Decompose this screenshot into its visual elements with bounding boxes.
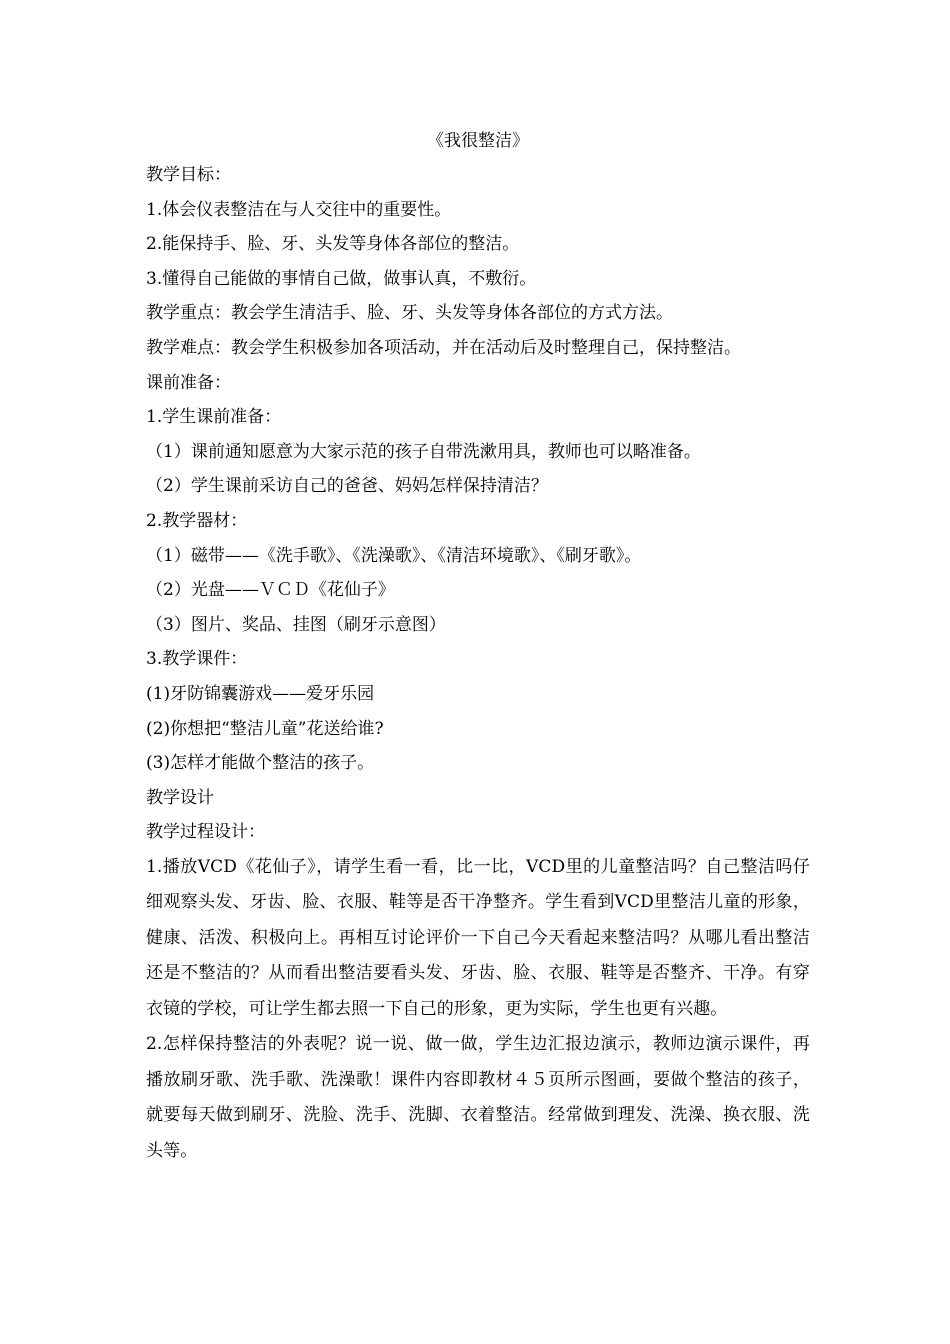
prep-students-item-2: （2）学生课前采访自己的爸爸、妈妈怎样保持清洁？ [146,476,548,497]
document-page [146,124,810,1169]
courseware-item-3: (3)怎样才能做个整洁的孩子。 [146,753,375,774]
courseware-item-2: (2)你想把“整洁儿童”花送给谁? [146,718,384,739]
prep-materials-item-3: （3）图片、奖品、挂图（刷牙示意图） [146,614,446,635]
prep-students-item-1: （1）课前通知愿意为大家示范的孩子自带洗漱用具，教师也可以略准备。 [146,441,701,462]
prep-courseware-heading: 3.教学课件： [146,649,248,670]
process-paragraph-2: 2.怎样保持整洁的外表呢？说一说、做一做，学生边汇报边演示，教师边演示课件，再播放刷牙歌、洗手歌、洗澡歌！课件内容即教材４５页所示图画，要做个整洁的孩子，就要每天做到刷牙、洗脸、洗手、洗脚、衣着整洁。经常做到理发、洗澡、换衣服、洗头等。 [146,1034,810,1161]
heading-preparation: 课前准备： [146,372,231,393]
prep-materials-item-2: （2）光盘——ＶＣＤ《花仙子》 [146,580,395,601]
prep-materials-heading: 2.教学器材： [146,510,248,531]
courseware-item-1: (1)牙防锦囊游戏——爱牙乐园 [146,683,375,704]
prep-materials-item-1: （1）磁带——《洗手歌》、《洗澡歌》、《清洁环境歌》、《刷牙歌》。 [146,545,642,566]
process-paragraph-1: 1.播放VCD《花仙子》，请学生看一看，比一比，VCD里的儿童整洁吗？自己整洁吗仔细观察头发、牙齿、脸、衣服、鞋等是否干净整齐。学生看到VCD里整洁儿童的形象，健康、活泼、积极向上。再相互讨论评价一下自己今天看起来整洁吗？从哪儿看出整洁还是不整洁的？从而看出整洁要看头发、牙齿、脸、衣服、鞋等是否整齐、干净。有穿衣镜的学校，可让学生都去照一下自己的形象，更为实际，学生也更有兴趣。 [146,856,810,1019]
teaching-focus: 教学重点：教会学生清洁手、脸、牙、头发等身体各部位的方式方法。 [146,303,673,324]
document-title: 《我很整洁》 [427,131,529,151]
goal-item-3: 3.懂得自己能做的事情自己做，做事认真，不敷衍。 [146,268,537,289]
prep-students-heading: 1.学生课前准备： [146,407,282,428]
heading-teaching-design: 教学设计 [146,787,214,808]
teaching-difficulty: 教学难点：教会学生积极参加各项活动，并在活动后及时整理自己，保持整洁。 [146,337,741,358]
goal-item-2: 2.能保持手、脸、牙、头发等身体各部位的整洁。 [146,234,520,255]
goal-item-1: 1.体会仪表整洁在与人交往中的重要性。 [146,199,452,220]
heading-process-design: 教学过程设计： [146,822,265,843]
heading-teaching-goals: 教学目标： [146,165,231,185]
